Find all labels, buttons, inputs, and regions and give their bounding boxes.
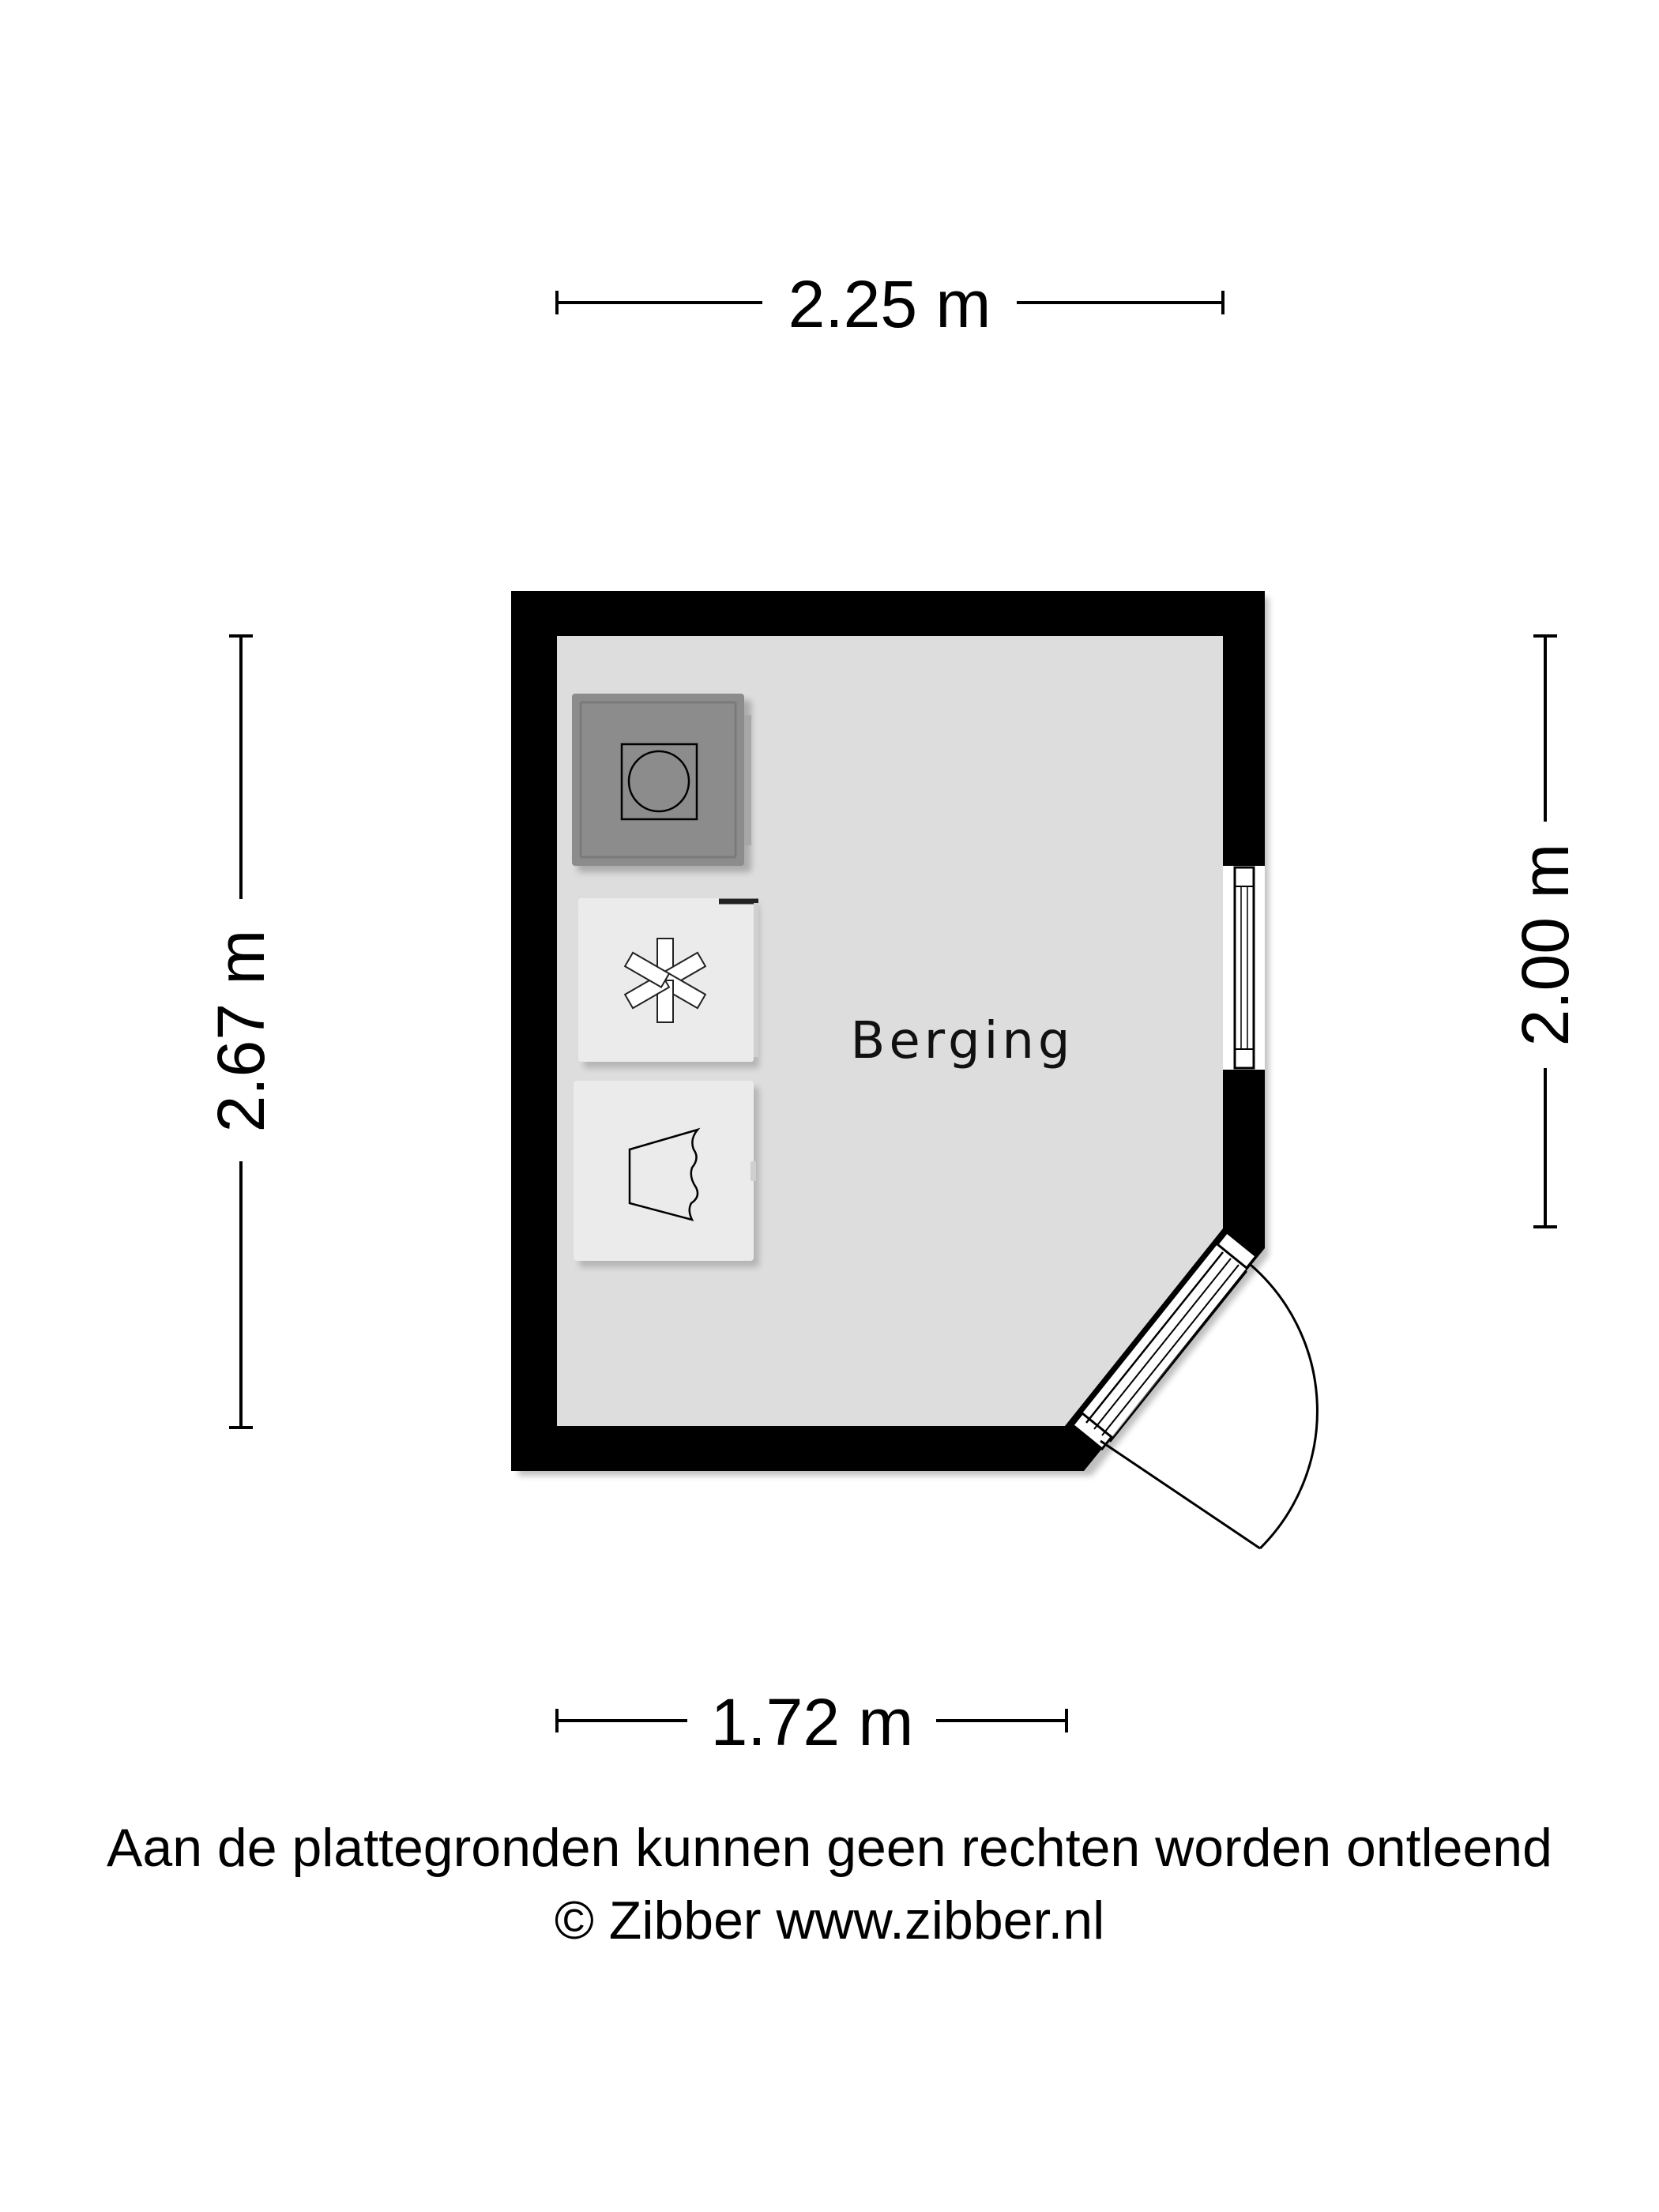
dimension-right-label: 2.00 m (1508, 843, 1582, 1047)
dryer (574, 1081, 759, 1267)
heater-unit (578, 898, 759, 1068)
dimension-left (204, 636, 278, 1428)
dimension-right (1508, 636, 1582, 1227)
dimension-bottom-label: 1.72 m (710, 1685, 914, 1759)
dimension-top (557, 267, 1223, 341)
window (1223, 865, 1265, 1070)
dimension-left-label: 2.67 m (204, 929, 278, 1133)
dimension-bottom (557, 1685, 1066, 1759)
washing-machine (572, 694, 751, 872)
copyright-text: © Zibber www.zibber.nl (554, 1890, 1105, 1951)
disclaimer-text: Aan de plattegronden kunnen geen rechten worden ontleend (107, 1818, 1552, 1878)
dimension-top-label: 2.25 m (788, 267, 991, 341)
room-label: Berging (850, 1012, 1074, 1070)
